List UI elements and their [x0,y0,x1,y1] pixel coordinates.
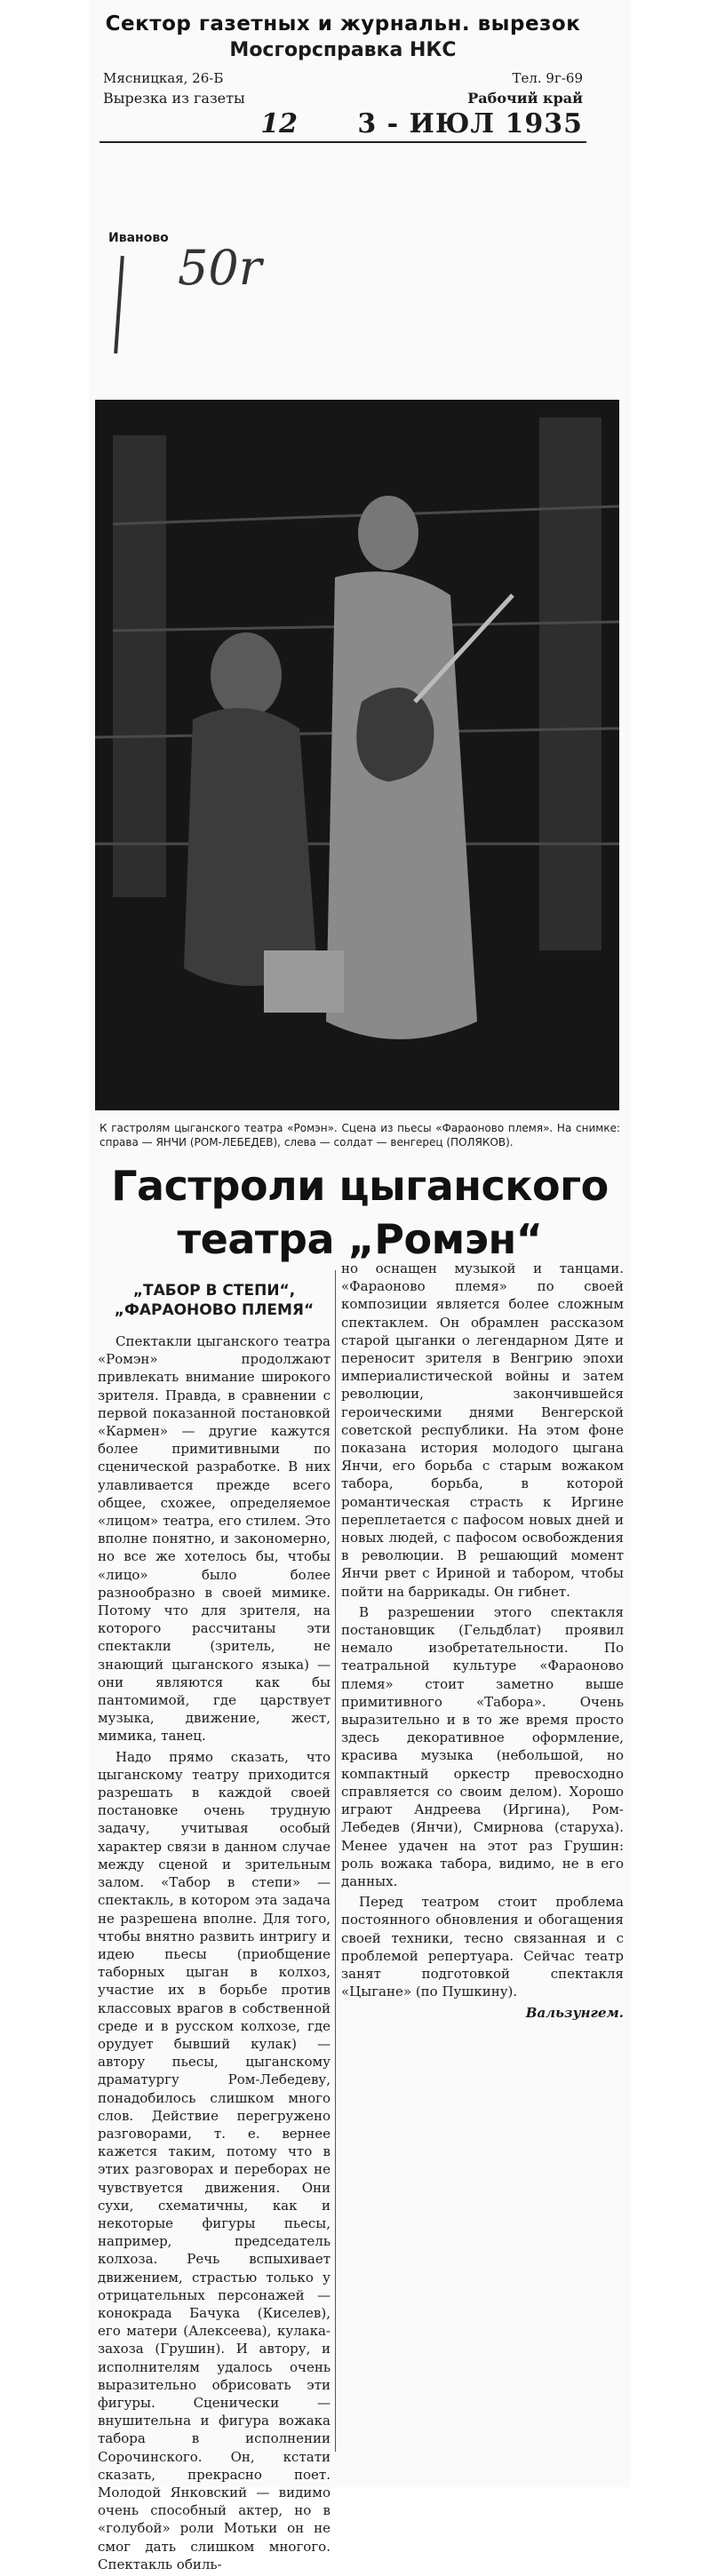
stamp-address: Мясницкая, 26-Б [103,70,224,86]
handwritten-note: 50r [178,240,262,296]
article-column-right [341,1260,624,2023]
stamp-source-row [100,90,586,107]
article-column-left [98,1332,331,2576]
stamp-underline [100,141,586,143]
article-paragraph: В разрешении этого спектакля постановщик (Гельдблат) проявил немало изобретательности. По театральной культуре «Фараоново племя» стоит заметно выше примитивного «Табора». Очень выразительно и в то же время просто здесь декоративное оформление, красива музыка (небольшой, но компактный оркестр превосходно справляется со своим делом). Хорошо играют Андреева (Иргина), Ром-Лебедев (Янчи), Смирнова (старуха). Менее удачен на этот раз Грушин: роль вожака табора, видимо, не в его данных. [341,1603,624,1889]
article-author: Вальзунгем. [525,2005,624,2022]
article-subhead [98,1281,331,1320]
soldier-figure [184,708,317,986]
musician-head [358,496,418,570]
headline-line-2: театра „Ромэн“ [177,1215,543,1263]
stamp-address-row [100,70,586,86]
stage-photo [95,400,619,1110]
article-paragraph: Надо прямо сказать, что цыганскому театру приходится разрешать в каждой своей постановке очень трудную задачу, учитывая особый характер связи в данном случае между сценой и зрительным залом. «Табор в степи» — спектакль, в котором эта задача не разрешена вполне. Для того, чтобы внятно развить интригу и идею пьесы (приобщение таборных цыган в колхоз, участие их в борьбе против классовых врагов в собственной среде и в русском колхозе, где орудует бывший кулак) — автору пьесы, цыганскому драматургу Ром-Лебедеву, понадобилось слишком много слов. Действие перегружено разговорами, т. е. вернее кажется таким, потому что в этих разговорах и переборах не чувствуется движения. Они сухи, схематичны, как и некоторые фигуры пьесы, например, председатель колхоза. Речь вспыхивает движением, страстью только у отрицательных персонажей — конокрада Бачука (Киселев), его матери (Алексеева), кулака-захоза (Грушин). И автору, и исполнителям удалось очень выразительно обрисовать эти фигуры. Сценически — внушительна и фигура вожака табора в исполнении Сорочинского. Он, кстати сказать, прекрасно поет. Молодой Янковский — видимо очень способный актер, но в «голубой» роли Мотьки он не смог дать слишком многого. Спектакль обиль- [98,1748,331,2572]
stamp-newspaper: Рабочий край [467,90,583,107]
stamp-title: Сектор газетных и журнальн. вырезок [105,12,581,36]
stamp-date-row [100,108,586,139]
stamp-date: 3 - ИЮЛ 1935 [357,108,583,139]
article-paragraph: но оснащен музыкой и танцами. «Фараоново племя» по своей композиции является более сложным спектаклем. Он обрамлен рассказом старой цыганки о легендарном Дяте и переносит зрителя в Венгрию эпохи империалистической войны и затем революции, закончившейся героическими днями Венгерской советской республики. На этом фоне показана история молодого цыгана Янчи, его борьба с старым вожаком табора, борьба, в которой романтическая страсть к Иргине переплетается с пафосом новых дней и новых людей, с пафосом освобождения в революции. В решающий момент Янчи рвет с Ириной и табором, чтобы пойти на баррикады. Он гибнет. [341,1260,624,1600]
subhead-line-2: „ФАРАОНОВО ПЛЕМЯ“ [114,1301,315,1319]
article-paragraph: Перед театром стоит проблема постоянного обновления и обогащения своей техники, тесно связанная и с проблемой репертуара. Сейчас театр занят подготовкой спектакля «Цыгане» (по Пушкину). [341,1894,624,2000]
subhead-line-1: „ТАБОР В СТЕПИ“, [132,1282,296,1300]
headline-line-1: Гастроли цыганского [111,1162,609,1210]
stamp-source-label: Вырезка из газеты [103,90,245,107]
stamp-phone: Тел. 9г-69 [512,70,583,86]
photo-caption: К гастролям цыганского театра «Ромэн». Сцена из пьесы «Фараоново племя». На снимке: справа — ЯНЧИ (РОМ-ЛЕБЕДЕВ), слева — солдат — венгерец (ПОЛЯКОВ). [100,1122,620,1149]
column-divider [335,1270,336,2452]
article-headline [89,1159,631,1266]
stage-box [264,950,344,1013]
clipping-bureau-stamp [100,12,586,183]
article-paragraph: Спектакли цыганского театра «Ромэн» продолжают привлекать внимание широкого зрителя. Правда, в сравнении с первой показанной постановкой «Кармен» — другие кажутся более примитивными по сценической разработке. В них улавливается прежде всего общее, схожее, определяемое «лицом» театра, его стилем. Это вполне понятно, и закономерно, но все же хотелось бы, чтобы «лицо» было более разнообразно в своей мимике. Потому что для зрителя, на которого рассчитаны эти спектакли (зритель, не знающий цыганского языка) — они являются как бы пантомимой, где царствует музыка, движение, жест, мимика, танец. [98,1333,331,1745]
stamp-subtitle: Мосгорсправка НКС [229,39,457,61]
stamp-issue-number: 12 [260,108,299,139]
soldier-head [211,632,282,718]
stamp-city: Иваново [108,231,169,245]
